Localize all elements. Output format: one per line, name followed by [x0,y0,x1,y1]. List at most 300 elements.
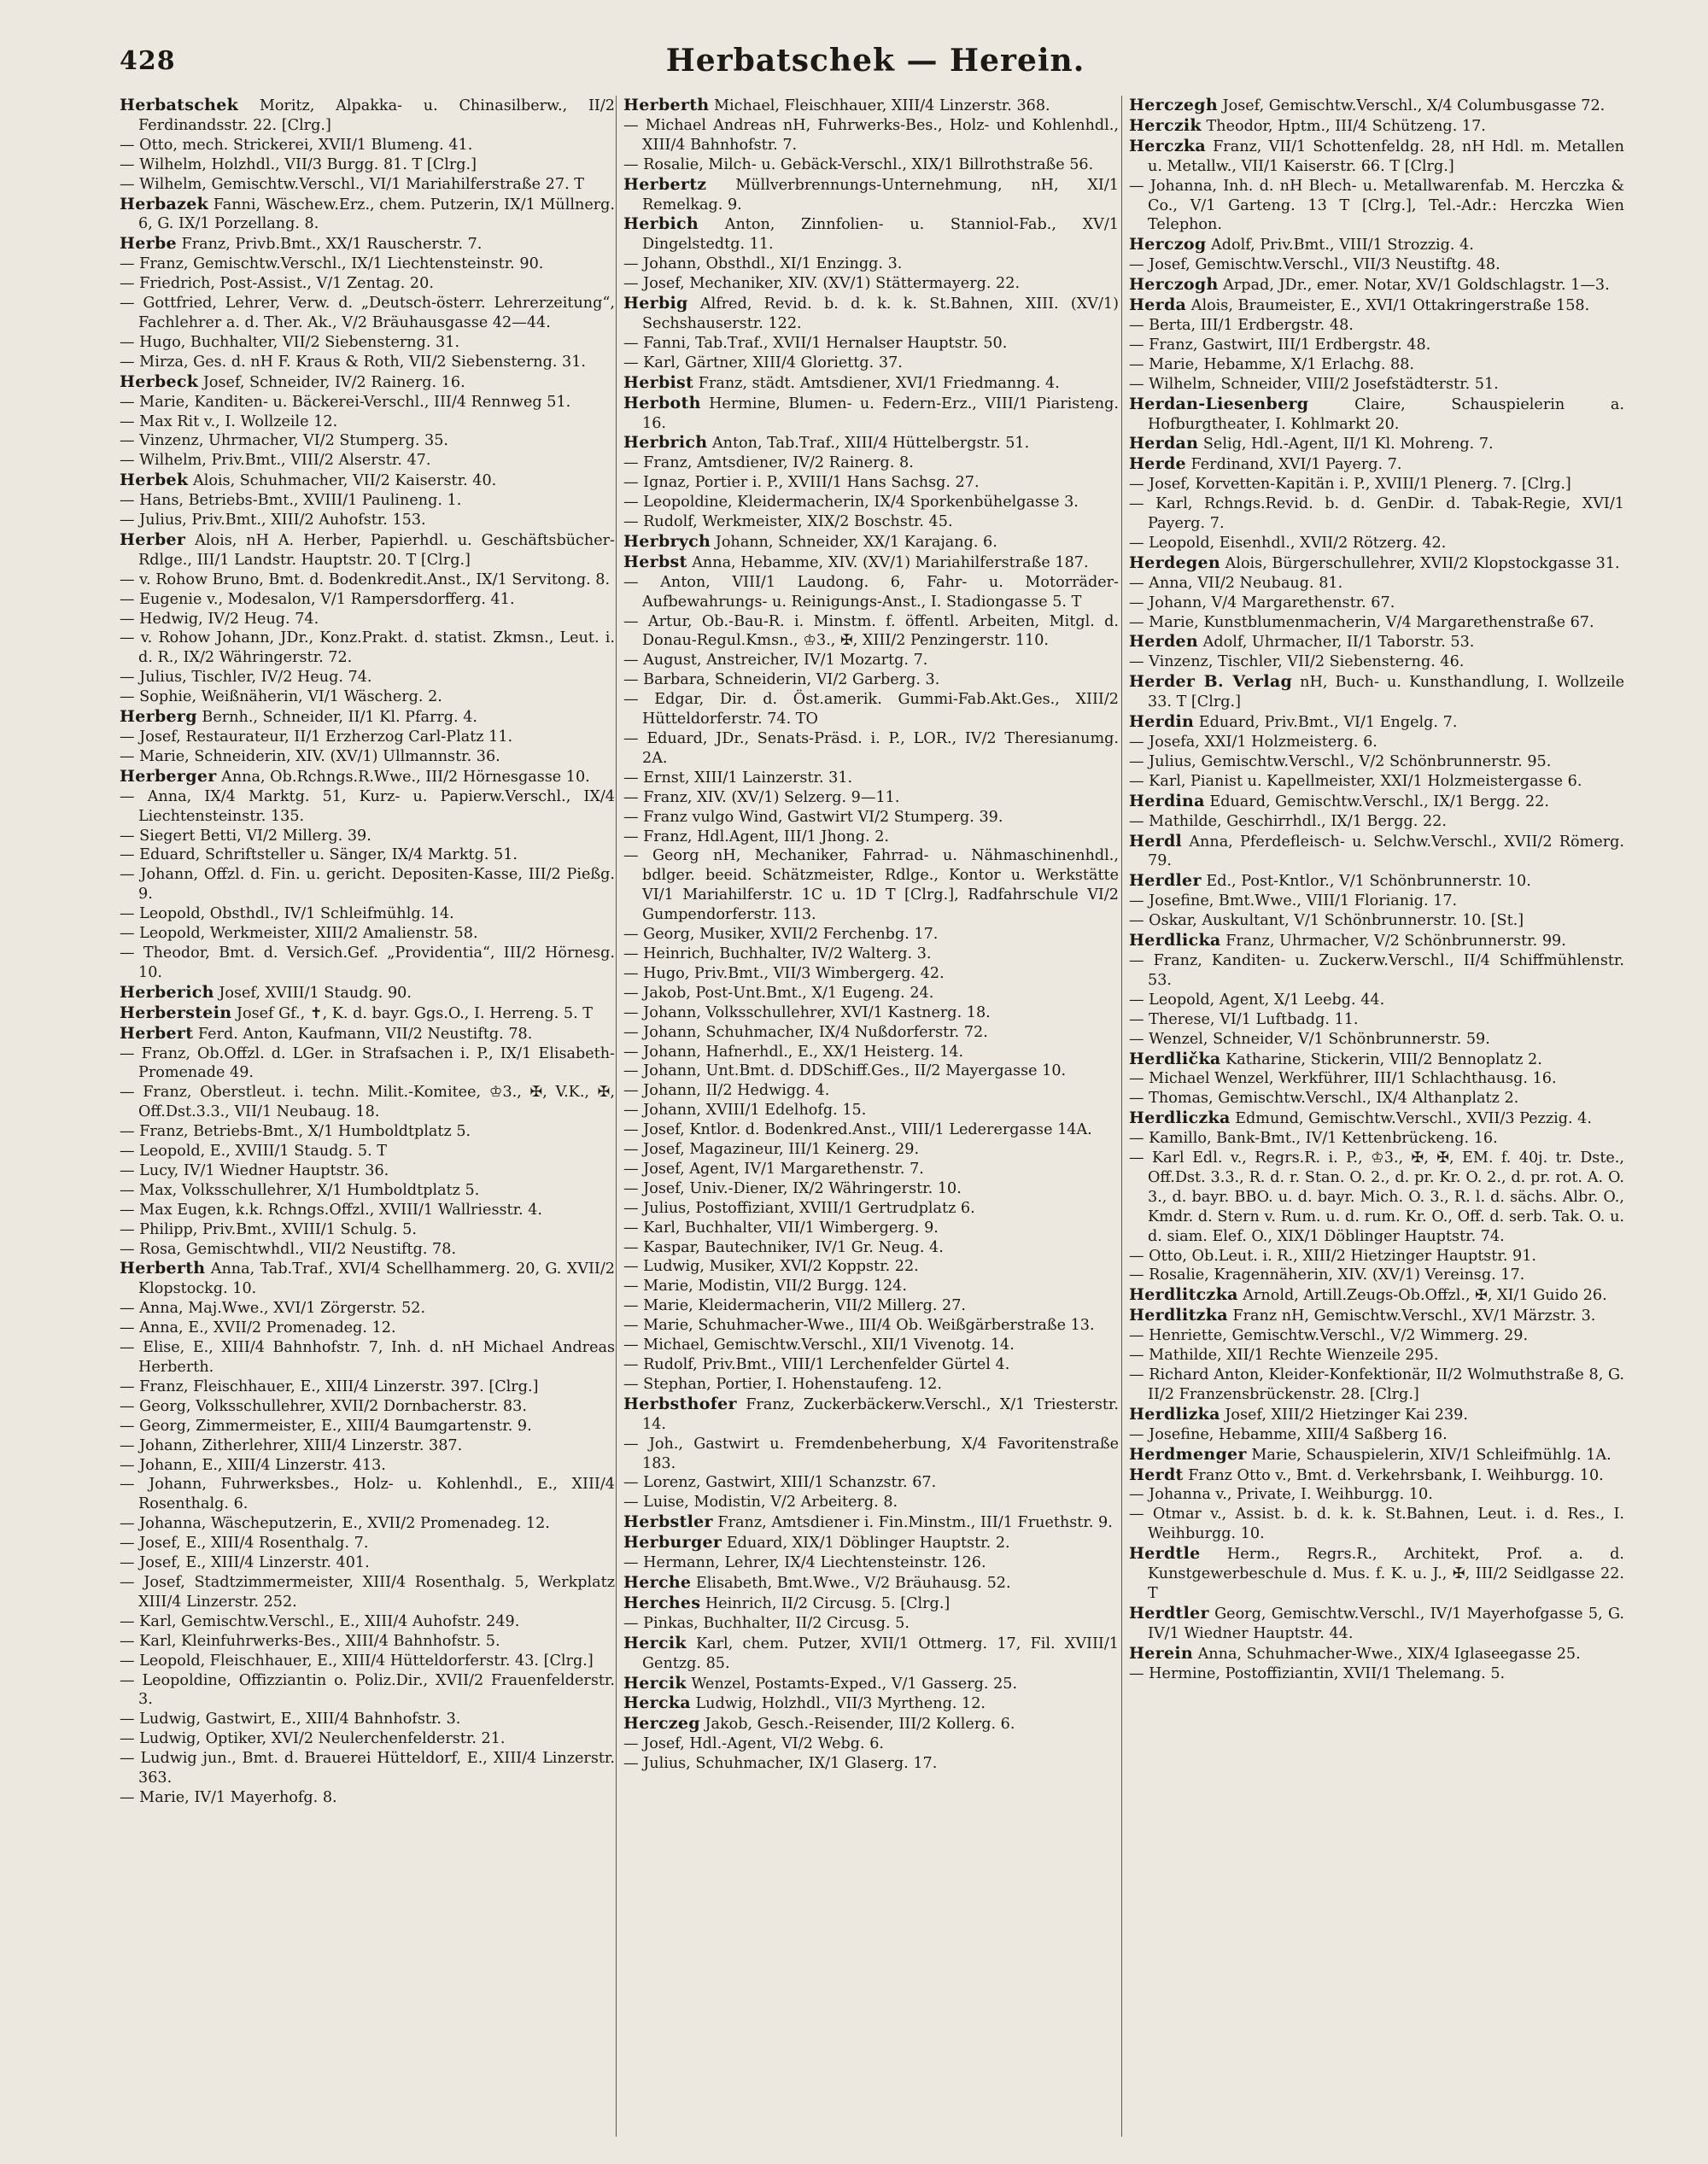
entry-text: — Leopold, Werkmeister, XIII/2 Amalienstr. 58. [120,925,478,943]
entry-surname: Herbstler [623,1512,713,1532]
directory-entry [623,1003,1119,1023]
directory-entry [120,687,615,707]
entry-text: — Leopoldine, Offizziantin o. Poliz.Dir., XVII/2 Frauenfelderstr. 3. [120,1671,615,1709]
entry-text: — Otto, mech. Strickerei, XVII/1 Blumeng. 41. [120,136,473,154]
directory-entry [120,1083,615,1122]
directory-entry [120,175,615,195]
directory-entry [1129,1425,1624,1445]
entry-surname: Herburger [623,1533,722,1553]
directory-entry [1129,1366,1624,1405]
directory-entry [120,96,615,136]
entry-surname: Herde [1129,454,1186,474]
entry-surname: Herder B. Verlag [1129,672,1293,692]
directory-entry [120,530,615,570]
entry-text: — Barbara, Schneiderin, VI/2 Garberg. 3. [623,671,940,689]
entry-text: — Josef, Korvetten-Kapitän i. P., XVIII/1 Plenerg. 7. [Clrg.] [1129,476,1571,494]
directory-entry [120,1161,615,1181]
entry-surname: Herdlicka [1129,931,1221,950]
entry-surname: Herczegh [1129,96,1218,114]
entry-text: — Georg, Musiker, XVII/2 Ferchenbg. 17. [623,926,939,944]
directory-entry [623,1355,1119,1375]
directory-entry [120,393,615,412]
entry-text: — Marie, Kleidermacherin, VII/2 Millerg. 27. [623,1297,967,1315]
entry-text: — Ludwig, Musiker, XVI/2 Koppstr. 22. [623,1258,919,1276]
entry-text: — Rosalie, Milch- u. Gebäck-Verschl., XIX/1 Billrothstraße 56. [623,155,1094,173]
entry-text: — Johann, Unt.Bmt. d. DDSchiff.Ges., II/2 Mayergasse 10. [623,1062,1067,1080]
entry-surname: Herdlizka [1129,1404,1220,1424]
entry-text: — Ludwig, Gastwirt, E., XIII/4 Bahnhofstr. 3. [120,1711,461,1728]
entry-text: — Franz, Amtsdiener, IV/2 Rainerg. 8. [623,454,914,472]
entry-text: — Josef, Univ.-Diener, IX/2 Währingerstr. 10. [623,1179,962,1197]
column-divider [616,96,617,2137]
entry-text: — Fanni, Tab.Traf., XVII/1 Hernalser Hauptstr. 50. [623,334,1008,352]
directory-entry [623,1101,1119,1120]
entry-surname: Herbe [120,234,177,254]
entry-text: — Eduard, JDr., Senats-Präsd. i. P., LOR., IV/2 Theresianumg. 2A. [623,730,1119,767]
entry-text: Anton, Zinnfolien- u. Stanniol-Fab., XV/1 Dingelstedtg. 11. [642,216,1119,254]
directory-entry [623,433,1119,453]
directory-entry [1129,1108,1624,1129]
directory-entry [623,788,1119,808]
entry-text: — Julius, Priv.Bmt., XIII/2 Auhofstr. 153. [120,512,426,529]
entry-text: Edmund, Gemischtw.Verschl., XVII/3 Pezzig. 4. [1230,1110,1592,1128]
directory-entry [120,333,615,353]
entry-text: — Ernst, XIII/1 Lainzerstr. 31. [623,769,853,787]
entry-text: — Johann, Fuhrwerksbes., Holz- u. Kohlenhdl., E., XIII/4 Rosenthalg. 6. [120,1476,615,1513]
directory-entry [1129,116,1624,137]
entry-text: Ed., Post-Kntlor., V/1 Schönbrunnerstr. 10. [1201,873,1531,891]
entry-surname: Herboth [623,393,701,412]
directory-entry [120,668,615,687]
directory-entry [623,1493,1119,1512]
entry-text: — Anna, Maj.Wwe., XVI/1 Zörgerstr. 52. [120,1300,426,1318]
entry-surname: Herdegen [1129,553,1221,572]
entry-text: — Josef, Agent, IV/1 Margarethenstr. 7. [623,1160,924,1178]
directory-entry [1129,475,1624,494]
directory-entry [120,1671,615,1711]
entry-text: — Johann, V/4 Margarethenstr. 67. [1129,594,1395,611]
directory-column-1 [120,96,615,2137]
directory-entry [120,1377,615,1397]
directory-entry [120,1338,615,1377]
directory-entry [120,983,615,1003]
entry-surname: Herczka [1129,136,1206,155]
entry-text: — Josef, Gemischtw.Verschl., VII/3 Neustiftg. 48. [1129,256,1500,274]
directory-entry [120,1475,615,1514]
directory-entry [623,1734,1119,1754]
directory-entry [1129,931,1624,951]
directory-entry [1129,295,1624,316]
directory-entry [120,1319,615,1338]
entry-surname: Herbich [623,214,699,234]
entry-text: — Leopold, Eisenhdl., XVII/2 Rötzerg. 42. [1129,534,1447,552]
directory-entry [120,1024,615,1044]
entry-text: Franz, Zuckerbäckerw.Verschl., X/1 Triesterstr. 14. [642,1395,1119,1433]
entry-text: Arpad, JDr., emer. Notar, XV/1 Goldschlagstr. 1—3. [1218,277,1610,295]
entry-text: — Leopold, Agent, X/1 Leebg. 44. [1129,991,1385,1009]
entry-text: — Josef, E., XIII/4 Linzerstr. 401. [120,1554,370,1572]
directory-entry [120,294,615,333]
directory-entry [120,1514,615,1534]
directory-entry [623,573,1119,612]
entry-text: Anna, Tab.Traf., XVI/4 Schellhammerg. 20, G. XVII/2 Klopstockg. 10. [138,1260,615,1298]
directory-entry [120,845,615,865]
directory-entry [623,294,1119,334]
entry-text: Josef, XVIII/1 Staudg. 90. [214,984,412,1002]
entry-text: Eduard, XIX/1 Döblinger Hauptstr. 2. [722,1535,1010,1553]
entry-text: — Karl, Rchngs.Revid. b. d. GenDir. d. Tabak-Regie, XVI/1 Payerg. 7. [1129,495,1624,533]
entry-text: — Theodor, Bmt. d. Versich.Gef. „Providentia“, III/2 Hörnesg. 10. [120,944,615,981]
entry-text: — Josef, Hdl.-Agent, VI/2 Webg. 6. [623,1735,885,1753]
entry-text: — Johann, Zitherlehrer, XIII/4 Linzerstr. 387. [120,1436,463,1454]
entry-surname: Herberth [120,1259,206,1278]
directory-entry [623,254,1119,274]
entry-text: Alois, nH A. Herber, Papierhdl. u. Geschäftsbücher-Rdlge., III/1 Landstr. Hauptstr. 20. T [Clrg.] [138,531,615,569]
directory-entry [1129,177,1624,236]
directory-entry [120,234,615,254]
directory-entry [1129,1050,1624,1070]
directory-entry [623,1674,1119,1694]
entry-surname: Herberger [120,766,217,786]
entry-text: — Karl, Kleinfuhrwerks-Bes., XIII/4 Bahnhofstr. 5. [120,1632,500,1650]
directory-entry [120,570,615,590]
entry-text: — Franz, Ob.Offzl. d. LGer. in Strafsachen i. P., IX/1 Elisabeth-Promenade 49. [120,1044,615,1082]
entry-text: — Vinzenz, Uhrmacher, VI/2 Stumperg. 35. [120,432,449,450]
directory-entry [120,1201,615,1220]
entry-text: — Marie, Schuhmacher-Wwe., III/4 Ob. Weißgärberstraße 13. [623,1317,1095,1335]
entry-text: Eduard, Gemischtw.Verschl., IX/1 Bergg. 22. [1204,792,1549,810]
entry-text: — Julius, Gemischtw.Verschl., V/2 Schönbrunnerstr. 95. [1129,752,1552,770]
directory-entry [1129,871,1624,892]
entry-text: — Otmar v., Assist. b. d. k. k. St.Bahnen, Leut. i. d. Res., I. Weihburgg. 10. [1129,1506,1624,1543]
entry-text: — Leopold, Obsthdl., IV/1 Schleifmühlg. 14. [120,905,454,923]
entry-text: — Josef, Stadtzimmermeister, XIII/4 Rosenthalg. 5, Werkplatz XIII/4 Linzerstr. 252. [120,1573,615,1611]
entry-text: — Mathilde, XII/1 Rechte Wienzeile 295. [1129,1347,1439,1365]
directory-entry [623,1693,1119,1714]
entry-text: — Johann, Obsthdl., XI/1 Enzingg. 3. [623,255,903,273]
directory-entry [1129,772,1624,792]
directory-entry [1129,255,1624,275]
entry-surname: Herda [1129,295,1187,315]
entry-surname: Herdlitczka [1129,1285,1238,1305]
directory-entry [623,473,1119,493]
directory-entry [623,612,1119,652]
directory-entry [623,670,1119,690]
directory-entry [120,353,615,372]
entry-text: — Eduard, Schriftsteller u. Sänger, IX/4 Marktg. 51. [120,846,518,864]
entry-text: Anna, Pferdefleisch- u. Selchw.Verschl., XVII/2 Römerg. 79. [1148,833,1624,870]
directory-entry [1129,672,1624,712]
directory-entry [623,1296,1119,1316]
entry-text: — Thomas, Gemischtw.Verschl., IX/4 Althanplatz 2. [1129,1090,1519,1108]
directory-entry [1129,832,1624,872]
directory-entry [623,808,1119,828]
directory-entry [1129,1346,1624,1366]
entry-text: — Wilhelm, Gemischtw.Verschl., VI/1 Mariahilferstraße 27. T [120,175,584,193]
directory-entry [1129,355,1624,375]
directory-entry [1129,534,1624,553]
directory-entry [1129,792,1624,812]
entry-text: Adolf, Priv.Bmt., VIII/1 Strozzig. 4. [1206,237,1474,254]
entry-text: — Karl, Buchhalter, VII/1 Wimbergerg. 9. [623,1219,939,1237]
entry-text: — Johann, II/2 Hedwigg. 4. [623,1082,830,1100]
directory-entry [1129,1644,1624,1664]
directory-entry [1129,434,1624,454]
directory-entry [1129,712,1624,733]
directory-entry [1129,1129,1624,1149]
entry-text: — Therese, VI/1 Luftbadg. 11. [1129,1010,1359,1028]
entry-text: — Johann, Offzl. d. Fin. u. gericht. Depositen-Kasse, III/2 Pießg. 9. [120,866,615,904]
entry-text: — Johanna v., Private, I. Weihburgg. 10. [1129,1486,1433,1504]
entry-text: — Marie, Modistin, VII/2 Burgg. 124. [623,1278,907,1295]
entry-text: — Vinzenz, Tischler, VII/2 Siebensterng. 46. [1129,653,1465,671]
entry-text: — Heinrich, Buchhalter, IV/2 Walterg. 3. [623,945,932,962]
directory-entry [1129,1247,1624,1266]
directory-entry [623,354,1119,373]
entry-text: — Franz, Kanditen- u. Zuckerw.Verschl., II/4 Schiffmühlenstr. 53. [1129,951,1624,989]
entry-surname: Hercik [623,1673,687,1693]
entry-text: — Marie, Schneiderin, XIV. (XV/1) Ullmannstr. 36. [120,747,500,765]
entry-text: — Luise, Modistin, V/2 Arbeiterg. 8. [623,1494,898,1512]
entry-text: — Franz, Hdl.Agent, III/1 Jhong. 2. [623,828,889,845]
entry-text: — Wilhelm, Holzhdl., VII/3 Burgg. 81. T [Clrg.] [120,155,477,173]
entry-surname: Herdler [1129,871,1202,891]
entry-surname: Herbrich [623,433,708,453]
entry-text: — Kamillo, Bank-Bmt., IV/1 Kettenbrückeng. 16. [1129,1130,1498,1148]
directory-entry [623,453,1119,473]
entry-text: — Julius, Schuhmacher, IX/1 Glaserg. 17. [623,1755,938,1773]
directory-entry [120,155,615,175]
directory-entry [1129,632,1624,652]
entry-text: Theodor, Hptm., III/4 Schützeng. 17. [1201,117,1486,135]
entry-text: — Max, Volksschullehrer, X/1 Humboldtplatz 5. [120,1181,480,1199]
directory-column-3 [1129,96,1624,2137]
entry-text: — Mathilde, Geschirrhdl., IX/1 Bergg. 22. [1129,812,1447,830]
directory-entry [1129,454,1624,475]
directory-entry [623,1375,1119,1395]
directory-entry [120,1710,615,1729]
entry-text: — Marie, IV/1 Mayerhofg. 8. [120,1788,337,1806]
entry-surname: Herberich [120,982,214,1002]
entry-text: Ferdinand, XVI/1 Payerg. 7. [1185,456,1402,474]
directory-entry [623,1199,1119,1219]
entry-text: — Ludwig, Optiker, XVI/2 Neulerchenfelderstr. 21. [120,1730,506,1748]
entry-text: Franz, Uhrmacher, V/2 Schönbrunnerstr. 99. [1220,933,1566,950]
directory-entry [120,787,615,827]
directory-entry [120,511,615,530]
directory-entry [120,590,615,610]
directory-entry [623,214,1119,254]
directory-entry [623,729,1119,769]
entry-text: Georg, Gemischtw.Verschl., IV/1 Mayerhofgasse 5, G. IV/1 Wiedner Hauptstr. 44. [1148,1605,1624,1642]
entry-text: — Josefine, Bmt.Wwe., VIII/1 Florianig. 17. [1129,892,1458,910]
entry-surname: Herdtler [1129,1603,1209,1623]
directory-entry [120,728,615,747]
entry-text: Karl, chem. Putzer, XVII/1 Ottmerg. 17, Fil. XVIII/1 Gentzg. 85. [642,1635,1119,1672]
entry-text: — Leopold, Fleischhauer, E., XIII/4 Hütteldorferstr. 43. [Clrg.] [120,1652,594,1670]
directory-entry [120,865,615,904]
entry-text: — Lorenz, Gastwirt, XIII/1 Schanzstr. 67. [623,1474,937,1492]
directory-entry [623,1257,1119,1277]
entry-text: — Franz, Betriebs-Bmt., X/1 Humboldtplatz 5. [120,1123,471,1141]
entry-surname: Herbig [623,294,688,313]
directory-entry [120,1259,615,1299]
entry-text: Bernh., Schneider, II/1 Kl. Pfarrg. 4. [196,709,478,727]
entry-text: Claire, Schauspielerin a. Hofburgtheater, I. Kohlmarkt 20. [1148,395,1624,433]
entry-surname: Herche [623,1572,692,1592]
directory-entry [120,1181,615,1201]
entry-surname: Herdliczka [1129,1108,1231,1128]
entry-text: Arnold, Artill.Zeugs-Ob.Offzl., ✠, XI/1 Guido 26. [1237,1287,1607,1305]
entry-surname: Herber [120,529,186,549]
entry-text: Hermine, Blumen- u. Federn-Erz., VIII/1 Piaristeng. 16. [642,395,1119,432]
directory-entry [1129,594,1624,613]
directory-entry [623,394,1119,434]
entry-text: Josef Gf., ✝, K. d. bayr. Ggs.O., I. Herreng. 5. T [231,1004,594,1022]
entry-text: — Siegert Betti, VI/2 Millerg. 39. [120,827,371,845]
directory-entry [623,493,1119,512]
entry-text: Jakob, Gesch.-Reisender, III/2 Kollerg. 6. [699,1716,1015,1734]
entry-text: — Anna, VII/2 Neubaug. 81. [1129,574,1343,592]
entry-surname: Herdt [1129,1465,1184,1484]
entry-surname: Herbert [120,1023,194,1043]
directory-entry [120,707,615,728]
directory-entry [1129,911,1624,931]
directory-entry [1129,1010,1624,1030]
entry-text: — Hermine, Postoffiziantin, XVII/1 Thelemang. 5. [1129,1664,1506,1682]
entry-text: — Johann, E., XIII/4 Linzerstr. 413. [120,1456,386,1474]
entry-text: Alois, Bürgerschullehrer, XVII/2 Klopstockgasse 31. [1220,554,1620,572]
directory-entry [623,945,1119,964]
entry-text: — Josef, E., XIII/4 Rosenthalg. 7. [120,1535,369,1553]
entry-surname: Herczeg [623,1714,700,1734]
entry-text: — Anna, IX/4 Marktg. 51, Kurz- u. Papierw.Verschl., IX/4 Liechtensteinstr. 135. [120,787,615,825]
entry-text: — Josef, Mechaniker, XIV. (XV/1) Stättermayerg. 22. [623,275,1021,293]
entry-text: — Josefine, Hebamme, XIII/4 Saßberg 16. [1129,1425,1448,1443]
entry-text: — Otto, Ob.Leut. i. R., XIII/2 Hietzinger Hauptstr. 91. [1129,1247,1537,1265]
directory-entry [623,769,1119,788]
entry-text: Josef, XIII/2 Hietzinger Kai 239. [1220,1406,1468,1424]
entry-text: — Michael, Gemischtw.Verschl., XII/1 Vivenotg. 14. [623,1336,1015,1354]
directory-entry [120,1220,615,1240]
directory-entry [120,904,615,924]
entry-text: — Georg nH, Mechaniker, Fahrrad- u. Nähmaschinenhdl., bdlger. beeid. Schätzmeister, Rdlge., Kontor u. Werkstätte VI/1 Mariahilferstr. 1C u. 1D T [Clrg.], Radfahrschule VI/2 Gumpendorferstr. 113. [623,847,1119,924]
entry-text: Herm., Regrs.R., Architekt, Prof. a. d. Kunstgewerbeschule d. Mus. f. K. u. J., ✠, III/2 Seidlgasse 22. T [1148,1546,1624,1602]
entry-surname: Herbst [623,552,687,571]
directory-entry [120,1397,615,1417]
entry-text: — Josef, Kntlor. d. Bodenkred.Anst., VIII/1 Lederergasse 14A. [623,1121,1092,1139]
entry-text: — Rosa, Gemischtwhdl., VII/2 Neustiftg. 78. [120,1240,457,1258]
entry-text: — Franz vulgo Wind, Gastwirt VI/2 Stumperg. 39. [623,808,1003,826]
entry-surname: Herdl [1129,831,1183,851]
entry-text: — Elise, E., XIII/4 Bahnhofstr. 7, Inh. d. nH Michael Andreas Herberth. [120,1339,615,1376]
directory-entry [623,1336,1119,1355]
directory-entry [120,924,615,944]
directory-entry [1129,1664,1624,1684]
directory-entry [1129,1445,1624,1465]
entry-text: — Georg, Volksschullehrer, XVII/2 Dornbacherstr. 83. [120,1397,527,1415]
entry-text: — Artur, Ob.-Bau-R. i. Minstm. f. öffentl. Arbeiten, Mitgl. d. Donau-Regul.Kmsn., ♔3., ✠, XIII/2 Penzingerstr. 110. [623,612,1119,650]
entry-text: — v. Rohow Johann, JDr., Konz.Prakt. d. statist. Zkmsn., Leut. i. d. R., IX/2 Währingerstr. 72. [120,629,615,667]
directory-entry [623,1754,1119,1774]
entry-text: Josef, Schneider, IV/2 Rainerg. 16. [198,373,465,391]
entry-text: Adolf, Uhrmacher, II/1 Taborstr. 53. [1198,634,1475,652]
running-head: Herbatschek — Herein. [665,43,1085,79]
directory-entry [623,1614,1119,1634]
directory-entry [120,1122,615,1142]
directory-entry [1129,1405,1624,1425]
entry-text: — Pinkas, Buchhalter, II/2 Circusg. 5. [623,1614,910,1632]
directory-entry [120,1788,615,1808]
entry-text: Anna, Hebamme, XIV. (XV/1) Mariahilferstraße 187. [687,553,1089,571]
entry-text: — Wenzel, Schneider, V/1 Schönbrunnerstr. 59. [1129,1030,1490,1048]
entry-text: — Gottfried, Lehrer, Verw. d. „Deutsch-österr. Lehrerzeitung“, Fachlehrer a. d. Ther. Ak., V/2 Bräuhausgasse 42—44. [120,295,615,331]
entry-text: — August, Anstreicher, IV/1 Mozartg. 7. [623,652,928,670]
directory-entry [120,372,615,393]
entry-text: — Marie, Kanditen- u. Bäckerei-Verschl., III/4 Rennweg 51. [120,393,571,411]
entry-text: — Michael Andreas nH, Fuhrwerks-Bes., Holz- und Kohlenhdl., XIII/4 Bahnhofstr. 7. [623,116,1119,154]
entry-surname: Herczik [1129,115,1202,135]
directory-entry [120,610,615,629]
entry-surname: Herbist [623,372,694,392]
entry-text: Moritz, Alpakka- u. Chinasilberw., II/2 Ferdinandsstr. 22. [Clrg.] [138,97,615,134]
entry-text: — Josef, Restaurateur, II/1 Erzherzog Carl-Platz 11. [120,728,513,746]
entry-text: Josef, Gemischtw.Verschl., X/4 Columbusgasse 72. [1218,97,1606,114]
entry-surname: Hercka [623,1693,691,1713]
entry-text: Franz, Privb.Bmt., XX/1 Rauscherstr. 7. [176,236,483,254]
page-number: 428 [120,46,176,76]
directory-entry [120,1240,615,1260]
entry-text: — Franz, Gemischtw.Verschl., IX/1 Liechtensteinstr. 90. [120,255,544,273]
entry-surname: Herden [1129,632,1199,652]
entry-text: — Julius, Tischler, IV/2 Heug. 74. [120,669,372,687]
entry-surname: Herdlitzka [1129,1306,1228,1325]
directory-entry [1129,275,1624,295]
entry-text: Franz, städt. Amtsdiener, XVI/1 Friedmanng. 4. [693,374,1060,392]
entry-surname: Herberstein [120,1003,232,1022]
entry-text: — Anton, VIII/1 Laudong. 6, Fahr- u. Motorräder-Aufbewahrungs- u. Reinigungs-Anst., I. Stadiongasse 5. T [623,573,1119,611]
directory-entry [1129,991,1624,1010]
entry-text: Johann, Schneider, XX/1 Karajang. 6. [711,533,997,551]
directory-entry [120,1632,615,1652]
directory-entry [1129,1069,1624,1089]
entry-text: Alois, Braumeister, E., XVI/1 Ottakringerstraße 158. [1186,297,1590,315]
directory-entry [120,1456,615,1476]
directory-entry [623,1573,1119,1594]
entry-text: — Franz, Gastwirt, III/1 Erdbergstr. 48. [1129,336,1431,354]
entry-text: — Johann, XVIII/1 Edelhofg. 15. [623,1102,867,1120]
directory-entry [623,1512,1119,1533]
entry-text: Michael, Fleischhauer, XIII/4 Linzerstr. 368. [709,97,1050,114]
directory-entry [623,1219,1119,1238]
directory-entry [1129,574,1624,594]
directory-entry [120,274,615,294]
directory-entry [1129,1604,1624,1644]
directory-entry [1129,951,1624,991]
directory-entry [1129,1266,1624,1285]
entry-surname: Herdmenger [1129,1444,1247,1464]
entry-text: — Joh., Gastwirt u. Fremdenbeherbung, X/4 Favoritenstraße 183. [623,1435,1119,1472]
entry-text: — Rudolf, Werkmeister, XIX/2 Boschstr. 45. [623,513,953,531]
entry-text: Heinrich, II/2 Circusg. 5. [Clrg.] [700,1594,951,1612]
entry-text: — Franz, Oberstleut. i. techn. Milit.-Komitee, ♔3., ✠, V.K., ✠, Off.Dst.3.3., VII/1 Neubaug. 18. [120,1084,615,1121]
directory-entry [623,828,1119,847]
directory-entry [623,925,1119,945]
entry-surname: Herdin [1129,712,1195,732]
entry-text: — Hermann, Lehrer, IX/4 Liechtensteinstr. 126. [623,1554,986,1572]
directory-entry [120,1729,615,1749]
entry-text: — Berta, III/1 Erdbergstr. 48. [1129,316,1354,334]
